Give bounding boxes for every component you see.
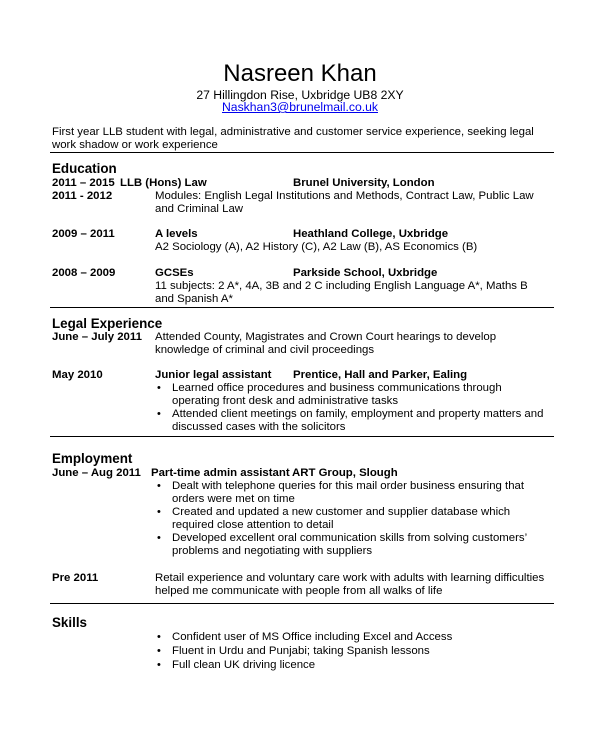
legal-dates: May 2010 <box>52 369 103 381</box>
employment-detail: Retail experience and voluntary care work with adults with learning difficulties <box>155 572 545 584</box>
summary-line-2: work shadow or work experience <box>52 139 218 151</box>
section-heading-education: Education <box>52 161 117 176</box>
employment-bullet-text: orders were met on time <box>172 493 295 505</box>
education-title: GCSEs <box>155 267 194 279</box>
bullet-icon: • <box>157 631 161 643</box>
education-institution: Parkside School, Uxbridge <box>293 267 438 279</box>
address: 27 Hillingdon Rise, Uxbridge UB8 2XY <box>196 88 404 102</box>
employment-bullet-text: required close attention to detail <box>172 519 334 531</box>
employment-bullet-text: Developed excellent oral communication skills from solving customers’ <box>172 532 528 544</box>
skill-item: Fluent in Urdu and Punjabi; taking Spanish lessons <box>172 645 430 657</box>
education-dates: 2009 – 2011 <box>52 228 115 240</box>
candidate-name: Nasreen Khan <box>223 60 377 87</box>
education-detail: and Criminal Law <box>155 203 243 215</box>
employment-bullet-text: problems and negotiating with suppliers <box>172 545 373 557</box>
education-detail: 11 subjects: 2 A*, 4A, 3B and 2 C including English Language A*, Maths B <box>155 280 528 292</box>
legal-dates: June – July 2011 <box>52 331 142 343</box>
section-heading-skills: Skills <box>52 615 87 630</box>
divider <box>50 436 554 437</box>
email-link[interactable] <box>0 100 600 114</box>
employment-employer: ART Group, Slough <box>292 467 398 479</box>
section-heading-legal-experience: Legal Experience <box>52 316 163 331</box>
legal-bullet-text: operating front desk and administrative tasks <box>172 395 399 407</box>
skill-item: Full clean UK driving licence <box>172 659 316 671</box>
legal-detail: Attended County, Magistrates and Crown Court hearings to develop <box>155 331 497 343</box>
legal-bullet-text: Learned office procedures and business communications through <box>172 382 502 394</box>
education-institution: Heathland College, Uxbridge <box>293 228 449 240</box>
bullet-icon: • <box>157 532 161 544</box>
education-dates: 2011 - 2012 <box>52 190 113 202</box>
skill-item: Confident user of MS Office including Excel and Access <box>172 631 453 643</box>
employment-role: Part-time admin assistant <box>151 467 290 479</box>
legal-bullet-text: discussed cases with the solicitors <box>172 421 346 433</box>
employment-dates: Pre 2011 <box>52 572 99 584</box>
legal-bullet-text: Attended client meetings on family, employment and property matters and <box>172 408 544 420</box>
legal-detail: knowledge of criminal and civil proceedings <box>155 344 375 356</box>
email-link-text[interactable]: Naskhan3@brunelmail.co.uk <box>222 100 378 114</box>
divider <box>50 307 554 308</box>
employment-dates: June – Aug 2011 <box>52 467 141 479</box>
summary-line-1: First year LLB student with legal, administrative and customer service experience, seeking legal <box>52 126 534 138</box>
education-detail: Modules: English Legal Institutions and Methods, Contract Law, Public Law <box>155 190 534 202</box>
employment-bullet-text: Created and updated a new customer and supplier database which <box>172 506 511 518</box>
employment-bullet-text: Dealt with telephone queries for this mail order business ensuring that <box>172 480 525 492</box>
bullet-icon: • <box>157 408 161 420</box>
legal-employer: Prentice, Hall and Parker, Ealing <box>293 369 468 381</box>
education-dates: 2008 – 2009 <box>52 267 116 279</box>
legal-role: Junior legal assistant <box>155 369 272 381</box>
education-detail: A2 Sociology (A), A2 History (C), A2 Law (B), AS Economics (B) <box>155 241 478 253</box>
bullet-icon: • <box>157 382 161 394</box>
divider <box>50 152 554 153</box>
education-detail: and Spanish A* <box>155 293 233 305</box>
education-title: A levels <box>155 228 198 240</box>
bullet-icon: • <box>157 659 161 671</box>
bullet-icon: • <box>157 480 161 492</box>
education-title: LLB (Hons) Law <box>120 177 207 189</box>
divider <box>50 603 554 604</box>
employment-detail: helped me communicate with people from all walks of life <box>155 585 443 597</box>
section-heading-employment: Employment <box>52 451 133 466</box>
bullet-icon: • <box>157 645 161 657</box>
bullet-icon: • <box>157 506 161 518</box>
education-dates: 2011 – 2015 <box>52 177 115 189</box>
education-institution: Brunel University, London <box>293 177 435 189</box>
